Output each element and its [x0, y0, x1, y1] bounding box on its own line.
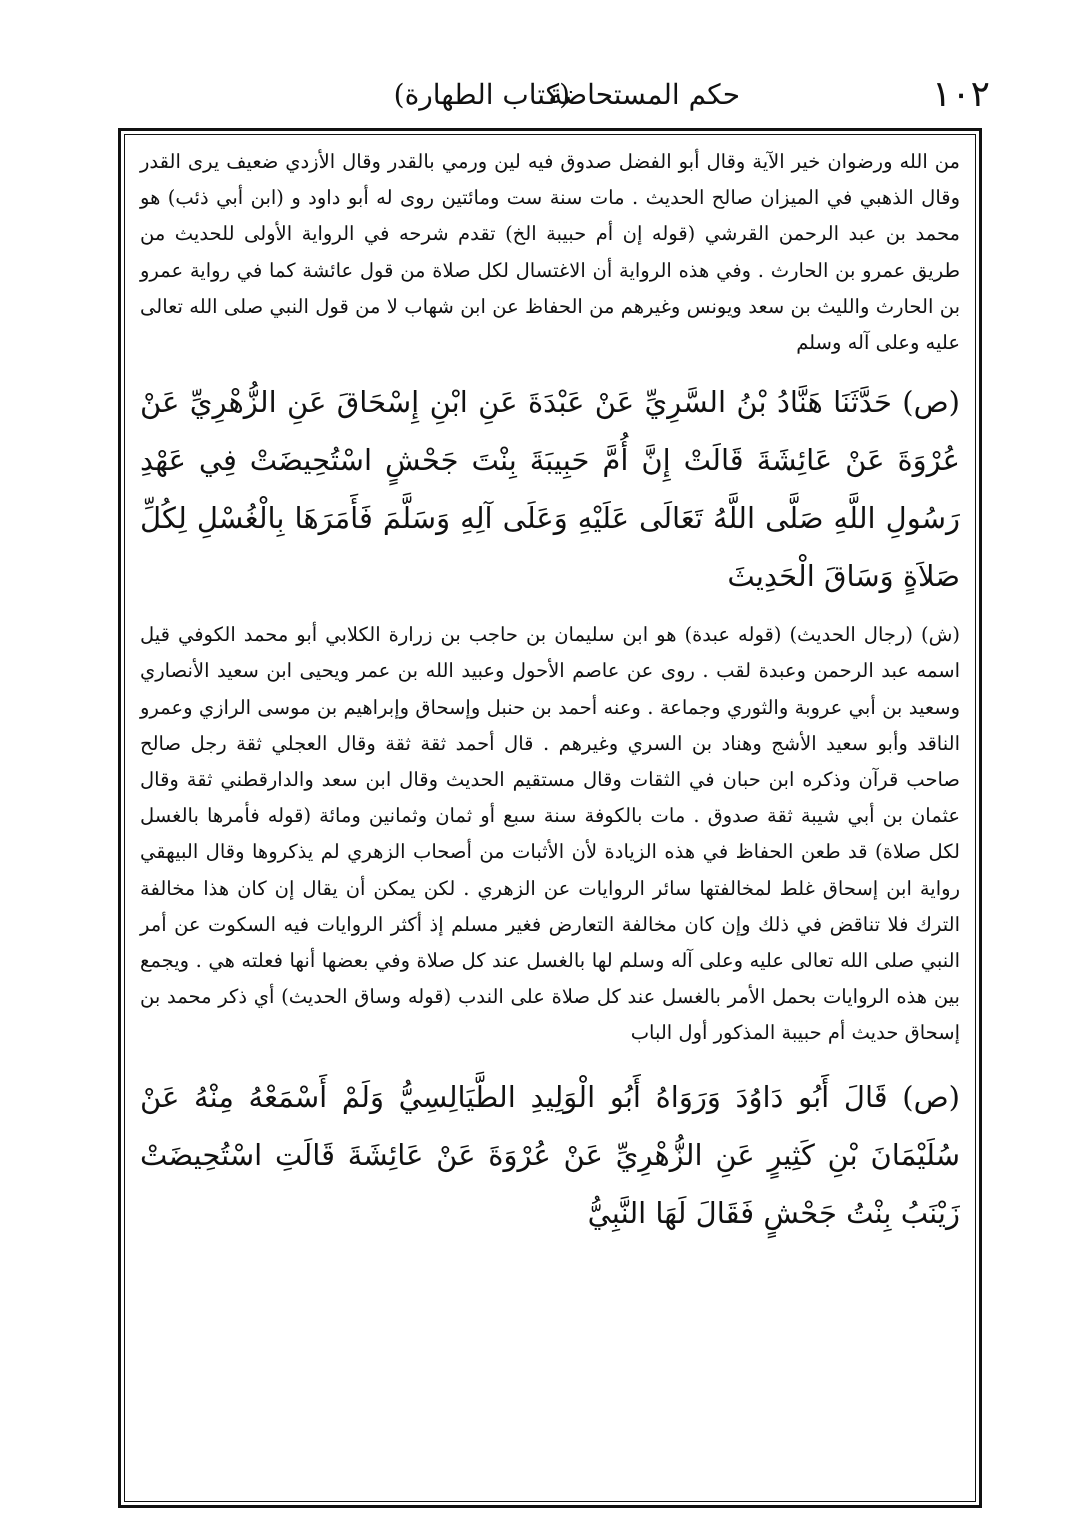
page-header	[110, 70, 990, 122]
hadith-text-2: (ص) قَالَ أَبُو دَاوُدَ وَرَوَاهُ أَبُو الْوَلِيدِ الطَّيَالِسِيُّ وَلَمْ أَسْمَعْهُ مِنْهُ عَنْ سُلَيْمَانَ بْنِ كَثِيرٍ عَنِ الزُّهْرِيِّ عَنْ عُرْوَةَ عَنْ عَائِشَةَ قَالَتِ اسْتُحِيضَتْ زَيْنَبُ بِنْتُ جَحْشٍ فَقَالَ لَهَا النَّبِيُّ	[140, 1079, 960, 1230]
commentary-paragraph-2: (ش) (رجال الحديث) (قوله عبدة) هو ابن سليمان بن حاجب بن زرارة الكلابي أبو محمد الكوفي قيل اسمه عبد الرحمن وعبدة لقب . روى عن عاصم الأحول وعبيد الله بن عمر ويحيى ابن سعيد الأنصاري وسعيد بن أبي عروبة والثوري وجماعة . وعنه أحمد بن حنبل وإسحاق وإبراهيم بن موسى الرازي وعمرو الناقد وأبو سعيد الأشج وهناد بن السري وغيرهم . قال أحمد ثقة ثقة وقال العجلي ثقة رجل صالح صاحب قرآن وذكره ابن حبان في الثقات وقال مستقيم الحديث وقال ابن سعد والدارقطني ثقة وقال عثمان بن أبي شيبة ثقة صدوق . مات بالكوفة سنة سبع أو ثمان وثمانين ومائة (قوله فأمرها بالغسل لكل صلاة) قد طعن الحفاظ في هذه الزيادة لأن الأثبات من أصحاب الزهري لم يذكروها وقال البيهقي رواية ابن إسحاق غلط لمخالفتها سائر الروايات عن الزهري . لكن يمكن أن يقال إن كان هذا مخالفة الترك فلا تناقض في ذلك وإن كان مخالفة التعارض فغير مسلم إذ أكثر الروايات فيه السكوت عن أمر النبي صلى الله تعالى عليه وعلى آله وسلم لها بالغسل عند كل صلاة وفي بعضها أنها فعلته هي . ويجمع بين هذه الروايات بحمل الأمر بالغسل عند كل صلاة على الندب (قوله وساق الحديث) أي ذكر محمد بن إسحاق حديث أم حبيبة المذكور أول الباب	[140, 623, 960, 1045]
section-title: حكم المستحاضة	[548, 78, 740, 111]
chapter-title: (كتاب الطهارة)	[393, 78, 570, 111]
page-body	[140, 144, 960, 1242]
page-number: ١٠٢	[931, 74, 990, 115]
commentary-paragraph-1: من الله ورضوان خير الآية وقال أبو الفضل صدوق فيه لين ورمي بالقدر وقال الأزدي ضعيف يرى القدر وقال الذهبي في الميزان صالح الحديث . مات سنة ست ومائتين روى له أبو داود و (ابن أبي ذئب) هو محمد بن عبد الرحمن القرشي (قوله إن أم حبيبة الخ) تقدم شرحه في الرواية الأولى للحديث من طريق عمرو بن الحارث . وفي هذه الرواية أن الاغتسال لكل صلاة من قول عائشة كما في رواية عمرو بن الحارث والليث بن سعد ويونس وغيرهم من الحفاظ عن ابن شهاب لا من قول النبي صلى الله تعالى عليه وعلى آله وسلم	[140, 150, 960, 355]
hadith-text-1: (ص) حَدَّثَنَا هَنَّادُ بْنُ السَّرِيِّ عَنْ عَبْدَةَ عَنِ ابْنِ إِسْحَاقَ عَنِ الزُّهْرِيِّ عَنْ عُرْوَةَ عَنْ عَائِشَةَ قَالَتْ إِنَّ أُمَّ حَبِيبَةَ بِنْتَ جَحْشٍ اسْتُحِيضَتْ فِي عَهْدِ رَسُولِ اللَّهِ صَلَّى اللَّهُ تَعَالَى عَلَيْهِ وَعَلَى آلِهِ وَسَلَّمَ فَأَمَرَهَا بِالْغُسْلِ لِكُلِّ صَلاَةٍ وَسَاقَ الْحَدِيثَ	[140, 385, 960, 594]
